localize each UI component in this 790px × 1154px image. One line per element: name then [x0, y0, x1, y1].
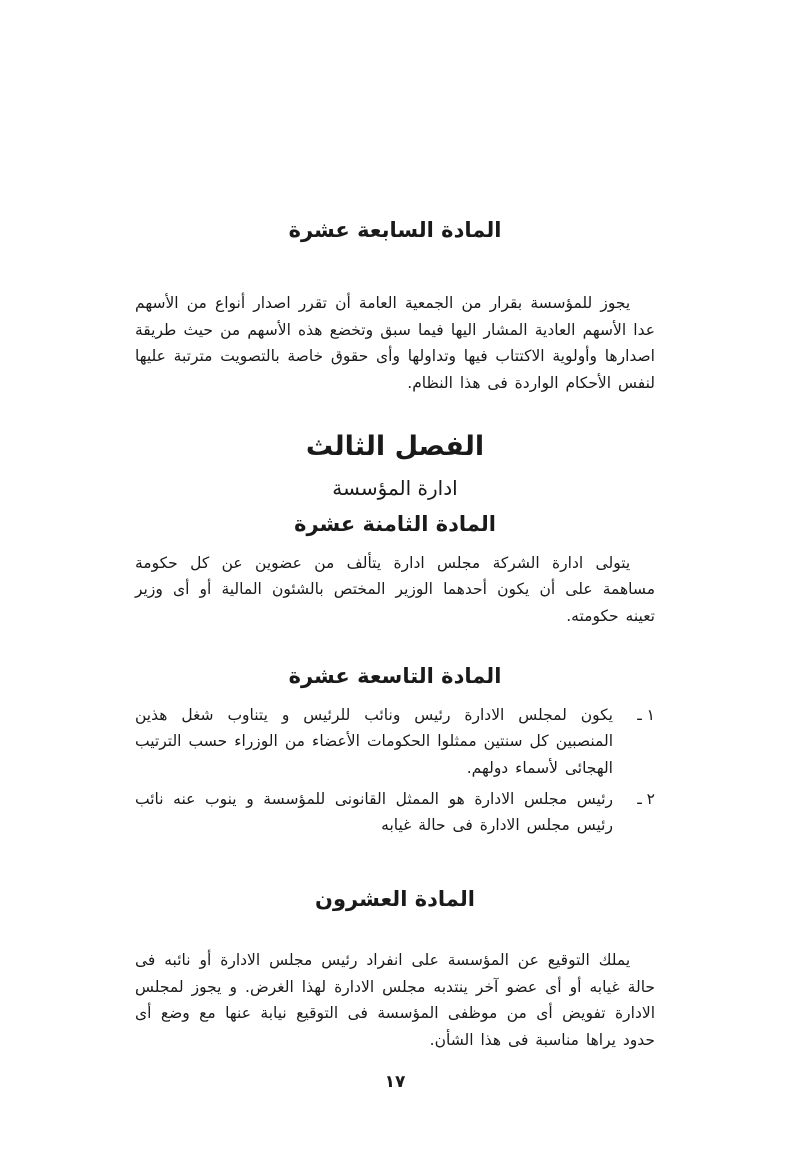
- list-item: [135, 702, 655, 782]
- article-19-list: [135, 702, 655, 839]
- list-item-text: يكون لمجلس الادارة رئيس ونائب للرئيس و يتناوب شغل هذين المنصبين كل سنتين ممثلوا الحكومات الأعضاء من الوزراء حسب الترتيب الهجائى لأسماء دولهم.: [135, 705, 613, 777]
- chapter-3-subtitle: ادارة المؤسسة: [332, 475, 458, 500]
- article-17-body: يجوز للمؤسسة بقرار من الجمعية العامة أن تقرر اصدار أنواع من الأسهم عدا الأسهم العادية المشار اليها فيما سبق وتخضع هذه الأسهم من حيث طريقة اصدارها وأولوية الاكتتاب فيها وتداولها وأى حقوق خاصة بالتصويت مترتبة عليها لنفس الأحكام الواردة فى هذا النظام.: [135, 294, 655, 392]
- list-item: [135, 786, 655, 839]
- list-item-number: ١ ـ: [637, 705, 655, 724]
- article-18-body: يتولى ادارة الشركة مجلس ادارة يتألف من عضوين عن كل حكومة مساهمة على أن يكون أحدهما الوزير المختص بالشئون المالية أو أى وزير تعينه حكومته.: [135, 553, 655, 625]
- page-number: ١٧: [384, 1072, 406, 1092]
- list-item-number: ٢ ـ: [637, 789, 655, 808]
- article-18-title: المادة الثامنة عشرة: [294, 511, 496, 536]
- chapter-3-title: الفصل الثالث: [305, 430, 485, 462]
- list-item-text: رئيس مجلس الادارة هو الممثل القانونى للمؤسسة و ينوب عنه نائب رئيس مجلس الادارة فى حالة غيابه: [135, 789, 613, 835]
- article-20-body: يملك التوقيع عن المؤسسة على انفراد رئيس مجلس الادارة أو نائبه فى حالة غيابه أو أى عضو آخر ينتدبه مجلس الادارة لهذا الغرض. و يجوز لمجلس الادارة تفويض أى من موظفى المؤسسة فى التوقيع نيابة عنها مع وضع أى حدود يراها مناسبة فى هذا الشأن.: [135, 950, 655, 1049]
- article-17-title: المادة السابعة عشرة: [288, 218, 502, 242]
- article-20-title: المادة العشرون: [315, 886, 475, 911]
- page-content: [135, 0, 655, 1054]
- article-19-title: المادة التاسعة عشرة: [288, 663, 502, 688]
